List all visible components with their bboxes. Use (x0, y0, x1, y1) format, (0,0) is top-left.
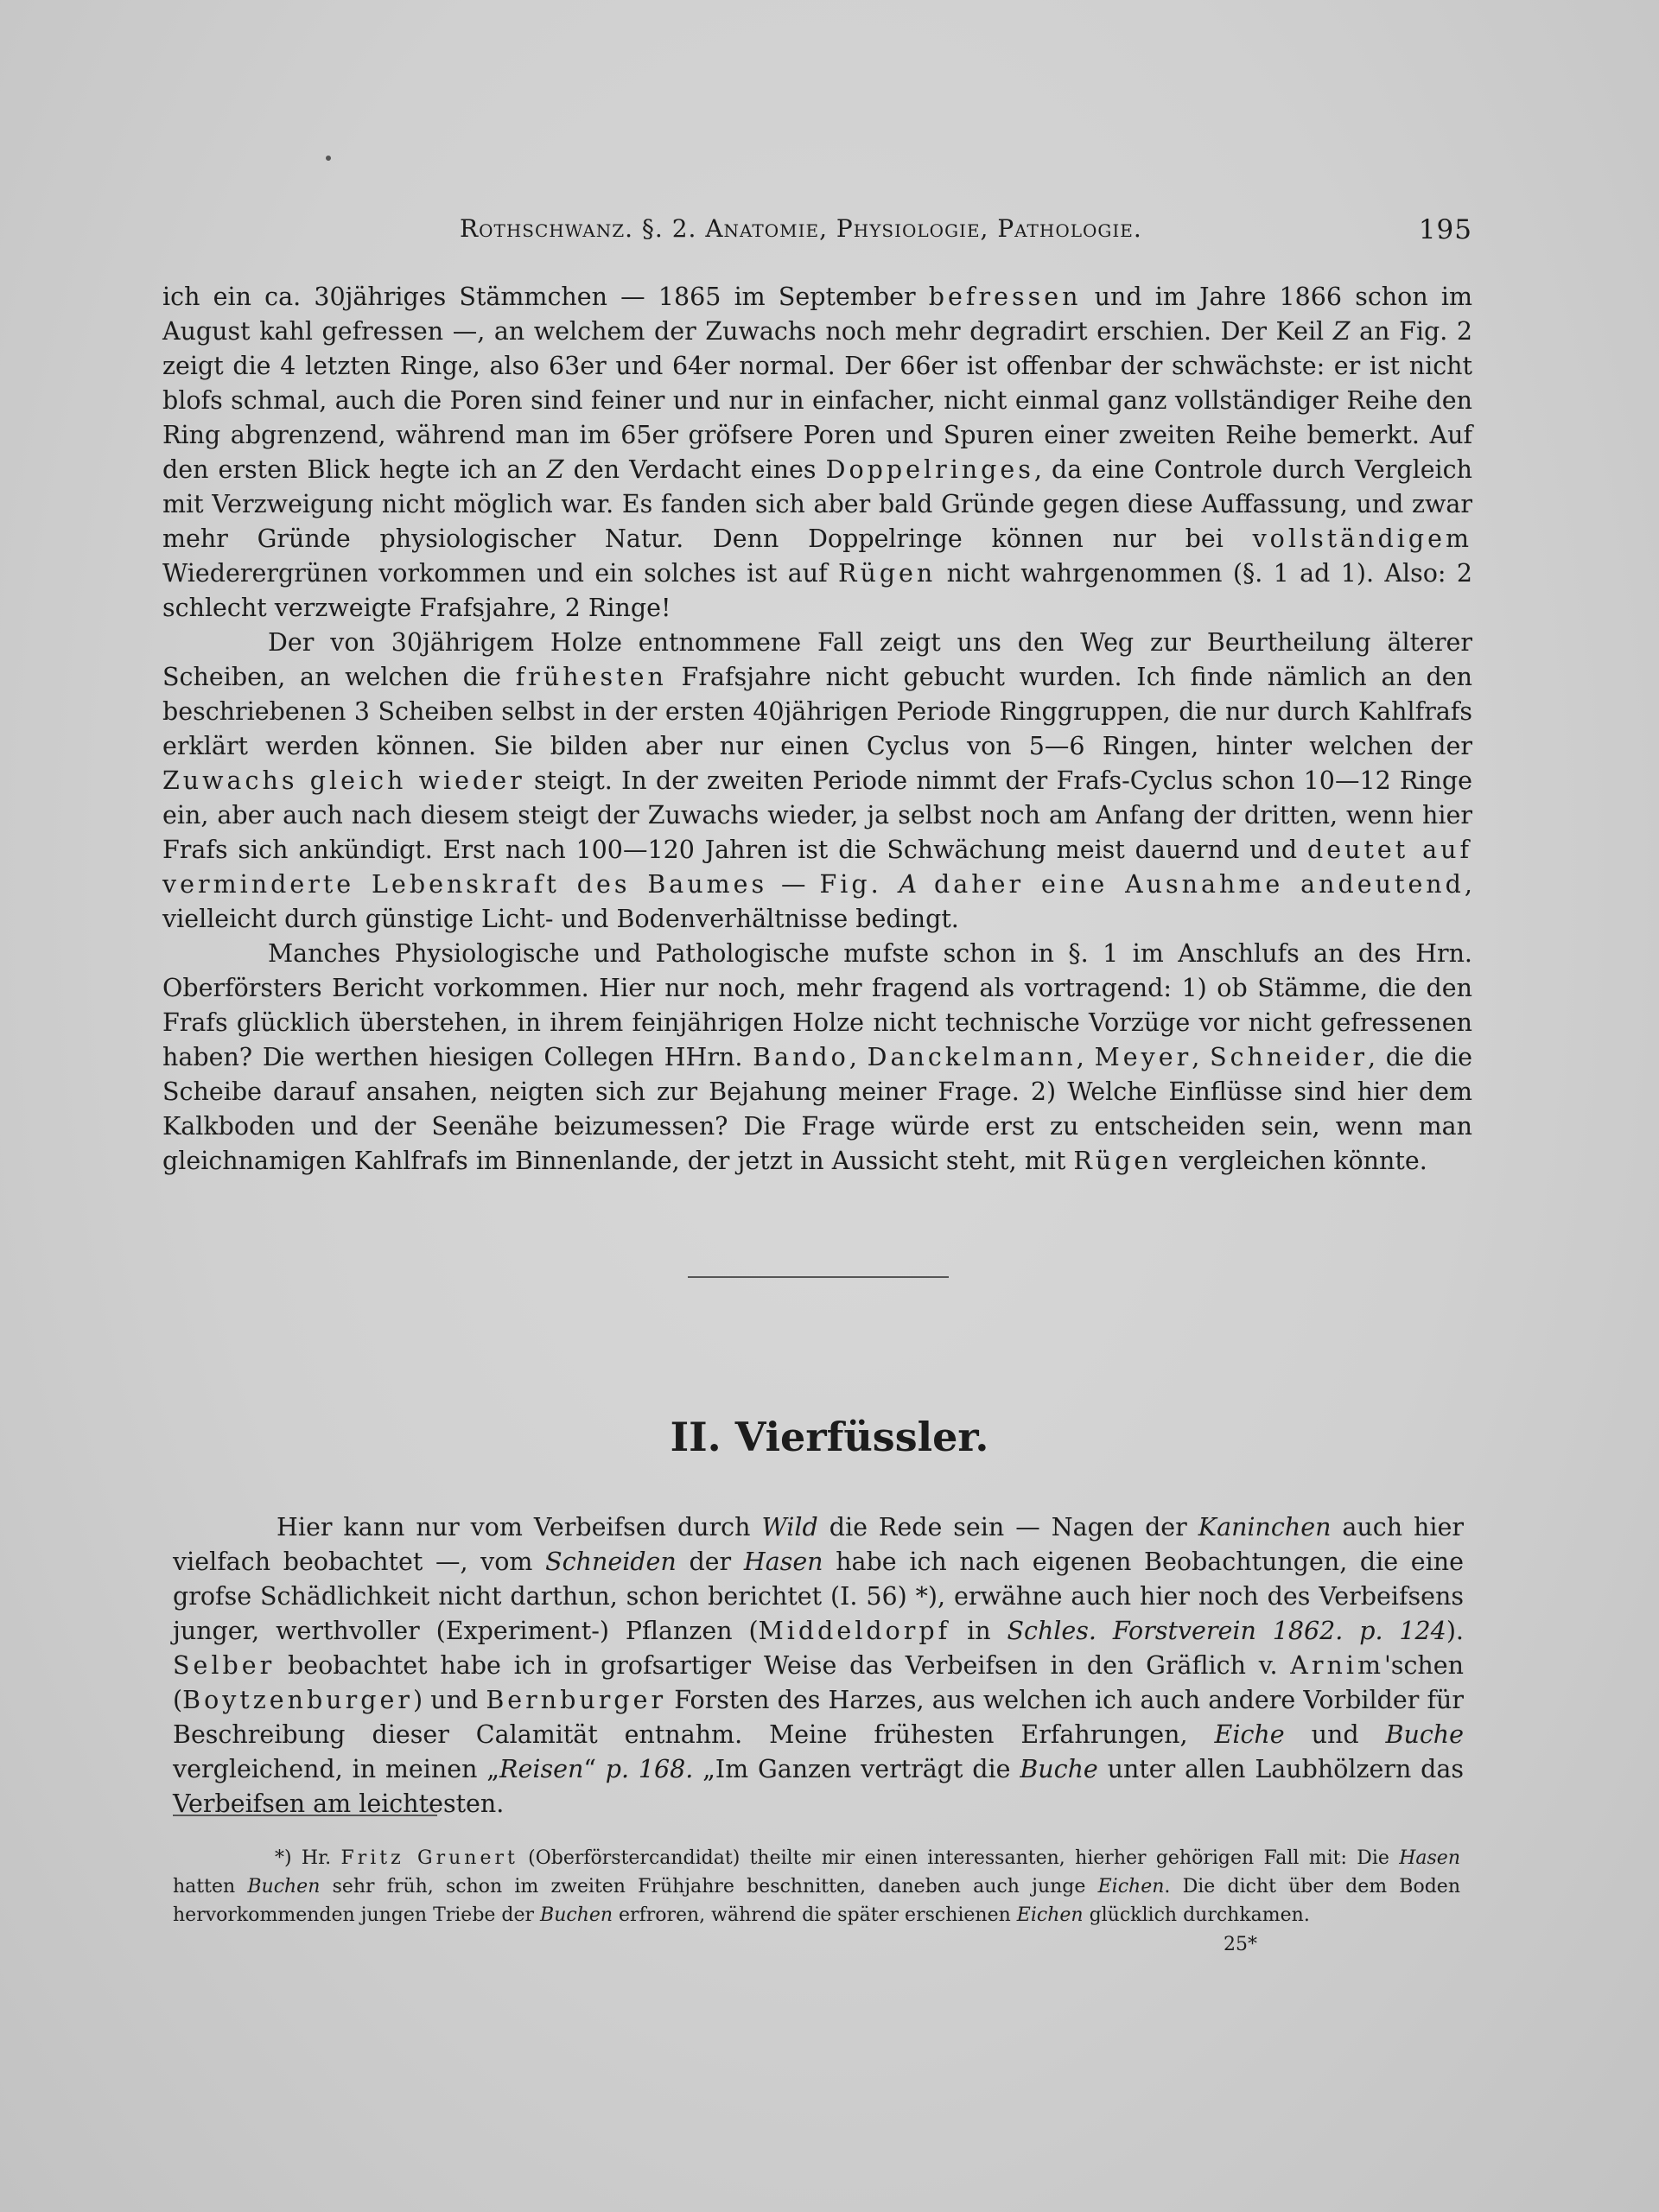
text-run: Z (1332, 317, 1351, 346)
text-run: ). (1446, 1617, 1464, 1645)
text-run: , (1076, 1043, 1095, 1071)
text-run: Eichen (1097, 1876, 1165, 1897)
text-run: Manches Physiologische und Pathologische mufste schon in §. 1 im Anschlufs an des Hrn. Oberförsters Bericht vorkommen. Hier nur noch, mehr fragend als vortragend: 1) ob Stämme, die den Frafs glücklich überstehen, in ihrem feinjährigen Holze nicht technische Vorzüge vor nicht gefressenen haben? Die werthen hiesigen Collegen HHrn. (162, 939, 1472, 1071)
text-run: Rügen (1073, 1147, 1172, 1175)
text-run: Buchen (247, 1876, 321, 1897)
text-run: Arnim (1290, 1651, 1384, 1680)
text-run: Meyer (1094, 1043, 1192, 1071)
text-run: Wiederergrünen vorkommen und ein solches ist auf (162, 559, 838, 588)
text-run: . Die dicht über dem Boden hervorkommenden jungen Triebe der (173, 1876, 1460, 1926)
text-run: Eiche (1214, 1720, 1285, 1749)
text-run: , (1192, 1043, 1211, 1071)
text-run: beobachtet habe ich in grofsartiger Weise das Verbeifsen in den Gräflich v. (275, 1651, 1291, 1680)
text-run: Kaninchen (1198, 1513, 1332, 1541)
text-run: den Verdacht eines (563, 455, 826, 484)
paragraph-1 (162, 280, 1472, 626)
text-run: Zuwachs gleich wieder (162, 766, 525, 795)
paragraph-3 (162, 937, 1472, 1179)
text-run: an Fig. 2 zeigt die 4 letzten Ringe, also 63er und 64er normal. Der 66er ist offenbar der schwächste: er ist nicht blofs schmal, auch die Poren sind feiner und nur in einfacher, nicht einmal ganz vollständiger Reihe den Ring abgrenzend, während man im 65er gröfsere Poren und Spuren einer zweiten Reihe bemerkt. Auf den ersten Blick hegte ich an (162, 317, 1473, 484)
text-run: Doppelringes (825, 455, 1034, 484)
text-run: Boytzenburger (182, 1686, 413, 1714)
text-run: 'schen ( (173, 1651, 1464, 1714)
text-run: erfroren, während die später erschienen (613, 1904, 1017, 1926)
text-run: Reisen (499, 1755, 584, 1783)
section-divider (688, 1276, 949, 1278)
text-run: (Oberförstercandidat) theilte mir einen interessanten, hierher gehörigen Fall mit: Die (518, 1847, 1400, 1869)
text-run: hatten (173, 1876, 248, 1897)
text-run: und im Jahre 1866 schon im August kahl gefressen —, an welchem der Zuwachs noch mehr degradirt erschien. Der Keil (162, 283, 1472, 346)
text-run: , vielleicht durch günstige Licht- und Bodenverhältnisse bedingt. (162, 870, 1472, 933)
text-run: vergleichend, in meinen „ (173, 1755, 500, 1783)
text-run: Fig. (819, 870, 899, 899)
ink-speck (326, 156, 331, 161)
text-run: in (950, 1617, 1007, 1645)
running-header (460, 214, 1472, 252)
text-run: Danckelmann (867, 1043, 1077, 1071)
text-run: der (676, 1548, 744, 1576)
text-run: Hasen (1399, 1847, 1460, 1869)
text-run: A (899, 870, 918, 899)
text-run: Hier kann nur vom Verbeifsen durch (276, 1513, 762, 1541)
text-run: „Im Ganzen verträgt die (693, 1755, 1020, 1783)
text-run: nicht wahrgenommen (§. 1 ad 1). Also: 2 schlecht verzweigte Frafsjahre, 2 Ringe! (162, 559, 1472, 622)
text-run: steigt. In der zweiten Periode nimmt der Frafs-Cyclus schon 10—12 Ringe ein, aber auch nach diesem steigt der Zuwachs wieder, ja selbst noch am Anfang der dritten, wenn hier Frafs sich ankündigt. Erst nach 100—120 Jahren ist die Schwächung meist dauernd und (162, 766, 1473, 864)
text-run: sehr früh, schon im zweiten Frühjahre beschnitten, daneben auch junge (320, 1876, 1098, 1897)
header-section-title: Rothschwanz. §. 2. Anatomie, Physiologie, Pathologie. (460, 214, 1142, 243)
footnote (173, 1844, 1460, 1929)
section-paragraph (173, 1510, 1464, 1821)
text-run: deutet auf verminderte Lebenskraft des Baumes (162, 836, 1472, 899)
footnote-rule (173, 1815, 437, 1816)
text-run: Buche (1020, 1755, 1098, 1783)
text-run: , (849, 1043, 868, 1071)
text-run: Bando (753, 1043, 849, 1071)
text-run: Wild (761, 1513, 818, 1541)
text-run: vergleichen könnte. (1171, 1147, 1427, 1175)
text-run: , da eine Controle durch Vergleich mit Verzweigung nicht möglich war. Es fanden sich aber bald Gründe gegen diese Auffassung, und zwar mehr Gründe physiologischer Natur. Denn Doppelringe können nur bei (162, 455, 1472, 553)
text-run: Frafsjahre nicht gebucht wurden. Ich finde nämlich an den beschriebenen 3 Scheiben selbst in der ersten 40jährigen Periode Ringgruppen, die nur durch Kahlfrafs erklärt werden können. Sie bilden aber nur einen Cyclus von 5—6 Ringen, hinter welchen der (162, 663, 1472, 760)
text-run: daher eine Ausnahme andeutend (917, 870, 1465, 899)
text-run: Buchen (540, 1904, 613, 1926)
text-run: vollständigem (1252, 524, 1472, 553)
text-run: Schneider (1210, 1043, 1368, 1071)
section-heading: II. Vierfüssler. (670, 1414, 989, 1460)
text-run: “ (583, 1755, 606, 1783)
text-run: und (1284, 1720, 1386, 1749)
text-run: , die die Scheibe darauf ansahen, neigten sich zur Bejahung meiner Frage. 2) Welche Einflüsse sind hier dem Kalkboden und der Seenähe beizumessen? Die Frage würde erst zu entscheiden sein, wenn man gleichnamigen Kahlfrafs im Binnenlande, der jetzt in Aussicht steht, mit (162, 1043, 1472, 1175)
paragraph-2 (162, 626, 1472, 937)
text-run: befressen (928, 283, 1082, 311)
text-run: die Rede sein — Nagen der (817, 1513, 1198, 1541)
text-run: unter allen Laubhölzern das Verbeifsen am leichtesten. (173, 1755, 1464, 1818)
text-run: Fritz Grunert (340, 1847, 518, 1869)
text-run: glücklich durchkamen. (1083, 1904, 1310, 1926)
text-run: ich ein ca. 30jähriges Stämmchen — 1865 im September (162, 283, 929, 311)
text-run: Z (546, 455, 564, 484)
text-run: Middeldorpf (758, 1617, 951, 1645)
text-run: habe ich nach eigenen Beobachtungen, die eine grofse Schädlichkeit nicht darthun, schon berichtet (I. 56) *), erwähne auch hier noch des Verbeifsens junger, werthvoller (Experiment-) Pflanzen ( (173, 1548, 1465, 1645)
text-run: Schneiden (545, 1548, 677, 1576)
text-run: Schles. Forstverein 1862. p. 124 (1007, 1617, 1446, 1645)
signature-mark: 25* (1224, 1934, 1257, 1955)
text-run: *) Hr. (275, 1847, 341, 1869)
text-run: auch hier vielfach beobachtet —, vom (173, 1513, 1464, 1576)
text-run: Bernburger (486, 1686, 667, 1714)
main-text (162, 280, 1472, 1179)
text-run: ) und (412, 1686, 486, 1714)
text-run: Hasen (743, 1548, 823, 1576)
text-run: Buche (1385, 1720, 1464, 1749)
text-run: Rügen (838, 559, 937, 588)
text-run: Forsten des Harzes, aus welchen ich auch andere Vorbilder für Beschreibung dieser Calamität entnahm. Meine frühesten Erfahrungen, (173, 1686, 1464, 1749)
text-run: frühesten (515, 663, 667, 691)
text-run: — (767, 870, 820, 899)
text-run: Eichen (1016, 1904, 1084, 1926)
text-run: Selber (173, 1651, 276, 1680)
text-run: p. 168. (605, 1755, 694, 1783)
page-number: 195 (1418, 214, 1472, 245)
text-run: Der von 30jährigem Holze entnommene Fall zeigt uns den Weg zur Beurtheilung älterer Scheiben, an welchen die (162, 628, 1472, 691)
